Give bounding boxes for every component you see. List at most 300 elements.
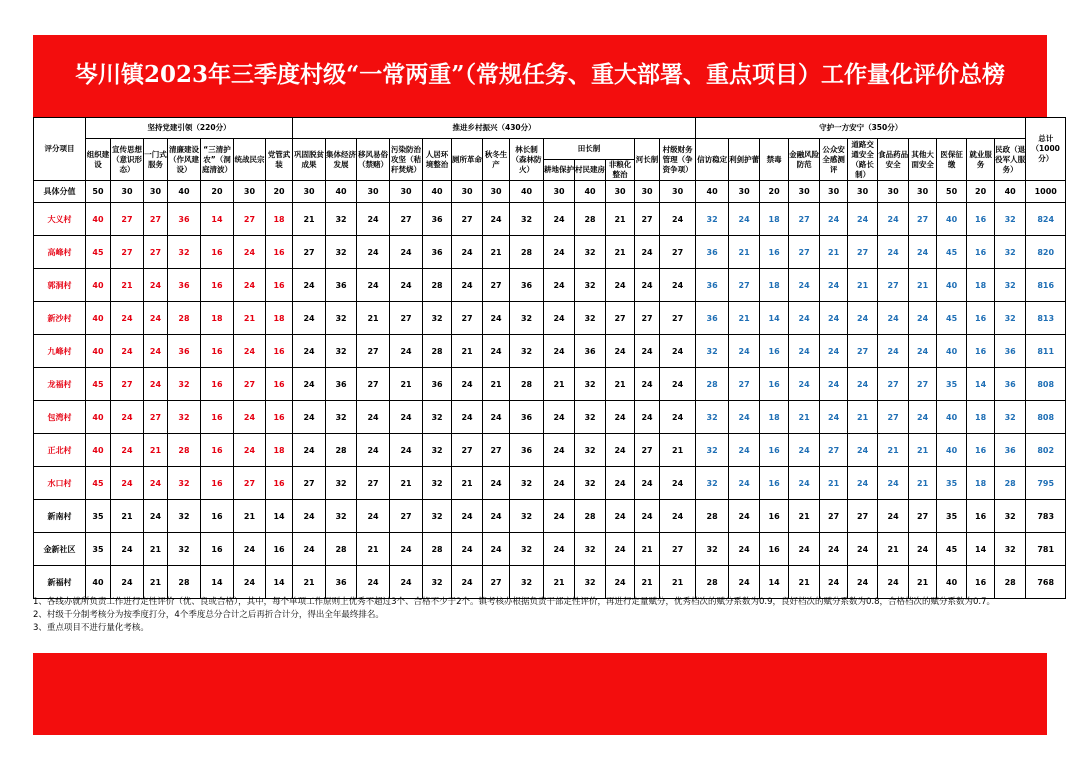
score-value: 30	[144, 181, 168, 203]
score-cell: 32	[510, 566, 544, 599]
score-cell: 16	[201, 467, 234, 500]
column-header: 非粮化整治	[606, 160, 635, 181]
score-cell: 24	[909, 533, 937, 566]
column-header: 污染防治攻坚（秸秆焚烧）	[390, 139, 423, 181]
score-cell: 24	[544, 302, 575, 335]
score-cell: 24	[789, 533, 820, 566]
eval-item-header: 评分项目	[34, 118, 86, 181]
score-cell: 21	[729, 302, 760, 335]
score-cell: 21	[144, 566, 168, 599]
score-cell: 35	[937, 500, 967, 533]
score-cell: 45	[86, 236, 111, 269]
score-value: 30	[544, 181, 575, 203]
score-cell: 27	[111, 236, 144, 269]
score-cell: 32	[575, 434, 606, 467]
table-row	[34, 434, 1066, 467]
column-header: 村级财务管理（争资争项）	[660, 139, 696, 181]
score-value: 40	[995, 181, 1026, 203]
score-cell: 27	[660, 533, 696, 566]
score-cell: 21	[544, 566, 575, 599]
score-cell: 27	[111, 368, 144, 401]
score-cell: 16	[760, 335, 789, 368]
column-header: “三清护农”（洞庭清波）	[201, 139, 234, 181]
score-cell: 24	[606, 533, 635, 566]
notes	[33, 596, 1047, 636]
column-header: 河长制	[635, 139, 660, 181]
score-value: 30	[878, 181, 909, 203]
score-cell: 27	[878, 269, 909, 302]
score-cell: 27	[660, 302, 696, 335]
score-cell: 27	[234, 467, 266, 500]
score-cell: 32	[423, 467, 452, 500]
score-cell: 18	[967, 269, 995, 302]
score-cell: 27	[820, 434, 848, 467]
score-cell: 24	[483, 335, 510, 368]
score-cell: 21	[820, 467, 848, 500]
score-cell: 24	[357, 269, 390, 302]
score-cell: 24	[452, 566, 483, 599]
score-cell: 18	[201, 302, 234, 335]
score-value: 50	[86, 181, 111, 203]
score-cell: 32	[696, 203, 729, 236]
table-row	[34, 302, 1066, 335]
score-cell: 24	[234, 434, 266, 467]
score-cell: 27	[452, 203, 483, 236]
score-cell: 24	[390, 236, 423, 269]
score-value: 1000	[1026, 181, 1066, 203]
score-cell: 24	[878, 467, 909, 500]
column-header: 信访稳定	[696, 139, 729, 181]
score-cell: 21	[848, 401, 878, 434]
column-header: 医保征缴	[937, 139, 967, 181]
score-cell: 35	[86, 500, 111, 533]
score-cell: 24	[789, 335, 820, 368]
score-cell: 24	[660, 335, 696, 368]
score-value: 40	[326, 181, 357, 203]
score-cell: 24	[452, 401, 483, 434]
score-cell: 28	[575, 500, 606, 533]
score-cell: 21	[909, 269, 937, 302]
score-cell: 27	[729, 269, 760, 302]
tianzhang-header: 田长制	[544, 139, 635, 160]
score-cell: 27	[635, 203, 660, 236]
score-cell: 21	[848, 269, 878, 302]
score-cell: 28	[423, 533, 452, 566]
score-cell: 24	[848, 203, 878, 236]
score-cell: 32	[168, 467, 201, 500]
score-value: 30	[390, 181, 423, 203]
column-header: 公众安全感测评	[820, 139, 848, 181]
score-cell: 24	[390, 533, 423, 566]
table-row	[34, 500, 1066, 533]
score-cell: 24	[452, 500, 483, 533]
score-cell: 24	[909, 302, 937, 335]
score-cell: 16	[266, 335, 293, 368]
score-cell: 24	[606, 269, 635, 302]
score-cell: 36	[168, 269, 201, 302]
score-cell: 820	[1026, 236, 1066, 269]
score-cell: 24	[544, 335, 575, 368]
score-cell: 27	[452, 302, 483, 335]
column-header: 村民建房	[575, 160, 606, 181]
score-cell: 28	[326, 533, 357, 566]
column-header: 其他大面安全	[909, 139, 937, 181]
score-cell: 27	[848, 335, 878, 368]
score-cell: 32	[326, 335, 357, 368]
score-cell: 27	[848, 500, 878, 533]
score-cell: 21	[660, 434, 696, 467]
score-value: 40	[510, 181, 544, 203]
score-cell: 35	[937, 368, 967, 401]
score-cell: 16	[201, 533, 234, 566]
score-cell: 24	[483, 302, 510, 335]
score-cell: 32	[575, 533, 606, 566]
score-cell: 32	[510, 335, 544, 368]
score-cell: 36	[510, 434, 544, 467]
score-cell: 27	[357, 467, 390, 500]
score-cell: 24	[848, 533, 878, 566]
score-cell: 40	[86, 302, 111, 335]
score-cell: 24	[111, 533, 144, 566]
score-cell: 24	[820, 335, 848, 368]
score-cell: 24	[357, 203, 390, 236]
score-value: 30	[820, 181, 848, 203]
score-cell: 32	[423, 434, 452, 467]
score-cell: 24	[293, 533, 326, 566]
score-cell: 24	[483, 533, 510, 566]
table-row	[34, 533, 1066, 566]
score-cell: 35	[937, 467, 967, 500]
score-cell: 27	[144, 236, 168, 269]
score-cell: 24	[606, 467, 635, 500]
score-cell: 21	[544, 368, 575, 401]
note-1: 1、各线办就所负责工作进行定性评价（优、良或合格），其中，每个单项工作原则上优秀不超过3个、合格不少于2个。镇考核办根据负责干部定性评价，再进行定量赋分，优秀档次的赋分系数为0.9，良好档次的赋分系数为0.8，合格档次的赋分系数为0.7。	[33, 597, 996, 607]
score-cell: 28	[575, 203, 606, 236]
column-header: 利剑护蕾	[729, 139, 760, 181]
score-cell: 36	[510, 269, 544, 302]
score-cell: 18	[266, 302, 293, 335]
score-cell: 24	[635, 368, 660, 401]
score-cell: 45	[937, 533, 967, 566]
score-cell: 32	[575, 236, 606, 269]
group-header-safety: 守护一方安宁（350分）	[696, 118, 1026, 139]
score-value: 30	[909, 181, 937, 203]
score-cell: 24	[144, 302, 168, 335]
column-header: 道路交通安全（路长制）	[848, 139, 878, 181]
score-cell: 24	[878, 236, 909, 269]
score-cell: 21	[452, 467, 483, 500]
table-row	[34, 368, 1066, 401]
score-cell: 24	[144, 335, 168, 368]
score-cell: 24	[729, 434, 760, 467]
score-value: 30	[111, 181, 144, 203]
score-cell: 24	[660, 467, 696, 500]
note-2: 2、村级千分制考核分为按季度打分，4个季度总分合计之后再折合计分，得出全年最终排名。	[33, 610, 384, 621]
note-3: 3、重点项目不进行量化考核。	[33, 623, 149, 634]
score-cell: 21	[111, 269, 144, 302]
score-cell: 24	[729, 467, 760, 500]
score-cell: 45	[86, 368, 111, 401]
score-cell: 36	[423, 368, 452, 401]
column-header: 食品药品安全	[878, 139, 909, 181]
score-cell: 40	[86, 434, 111, 467]
score-cell: 21	[878, 533, 909, 566]
score-cell: 24	[878, 302, 909, 335]
score-cell: 18	[760, 269, 789, 302]
score-cell: 24	[606, 566, 635, 599]
score-cell: 28	[696, 368, 729, 401]
score-cell: 36	[423, 203, 452, 236]
score-cell: 27	[789, 236, 820, 269]
score-cell: 24	[452, 236, 483, 269]
score-cell: 24	[635, 467, 660, 500]
score-cell: 21	[234, 302, 266, 335]
score-cell: 28	[696, 566, 729, 599]
score-cell: 24	[144, 368, 168, 401]
score-cell: 27	[848, 236, 878, 269]
score-cell: 16	[760, 500, 789, 533]
score-cell: 21	[909, 434, 937, 467]
score-cell: 24	[390, 566, 423, 599]
score-table	[33, 117, 1066, 599]
score-cell: 24	[234, 269, 266, 302]
column-header: 林长制（森林防火）	[510, 139, 544, 181]
score-cell: 24	[357, 500, 390, 533]
score-cell: 32	[168, 236, 201, 269]
column-header: 就业服务	[967, 139, 995, 181]
score-cell: 27	[234, 203, 266, 236]
table-row	[34, 467, 1066, 500]
score-cell: 24	[789, 434, 820, 467]
score-cell: 40	[937, 401, 967, 434]
score-cell: 36	[326, 368, 357, 401]
score-value: 30	[635, 181, 660, 203]
score-cell: 18	[967, 401, 995, 434]
score-cell: 824	[1026, 203, 1066, 236]
village-name: 郭洞村	[34, 269, 86, 302]
score-cell: 14	[760, 302, 789, 335]
score-cell: 24	[544, 467, 575, 500]
score-cell: 28	[995, 566, 1026, 599]
score-cell: 36	[326, 269, 357, 302]
score-cell: 24	[234, 335, 266, 368]
score-cell: 21	[909, 566, 937, 599]
score-cell: 32	[168, 533, 201, 566]
score-cell: 32	[510, 500, 544, 533]
score-cell: 32	[575, 467, 606, 500]
score-value: 40	[168, 181, 201, 203]
score-cell: 24	[820, 302, 848, 335]
score-cell: 24	[820, 533, 848, 566]
score-cell: 24	[909, 236, 937, 269]
score-cell: 21	[789, 500, 820, 533]
score-cell: 795	[1026, 467, 1066, 500]
column-header: 组织建设	[86, 139, 111, 181]
score-cell: 21	[606, 203, 635, 236]
score-cell: 36	[168, 335, 201, 368]
score-value: 30	[606, 181, 635, 203]
score-cell: 21	[878, 434, 909, 467]
score-cell: 32	[696, 401, 729, 434]
village-name: 新福村	[34, 566, 86, 599]
score-value: 20	[266, 181, 293, 203]
score-cell: 27	[483, 566, 510, 599]
score-cell: 27	[357, 368, 390, 401]
score-cell: 24	[111, 335, 144, 368]
total-header: 总计（1000分）	[1026, 118, 1066, 181]
score-cell: 24	[293, 401, 326, 434]
score-cell: 21	[909, 467, 937, 500]
column-header: 清廉建设（作风建设）	[168, 139, 201, 181]
score-cell: 24	[144, 500, 168, 533]
score-cell: 21	[606, 236, 635, 269]
score-cell: 24	[544, 269, 575, 302]
score-cell: 32	[423, 500, 452, 533]
score-cell: 24	[729, 401, 760, 434]
table-row	[34, 566, 1066, 599]
score-value: 40	[423, 181, 452, 203]
score-cell: 40	[937, 269, 967, 302]
score-cell: 21	[635, 533, 660, 566]
score-cell: 27	[878, 401, 909, 434]
score-cell: 24	[293, 302, 326, 335]
score-cell: 24	[390, 401, 423, 434]
score-cell: 36	[995, 434, 1026, 467]
footer-banner	[33, 653, 1047, 735]
score-cell: 16	[760, 368, 789, 401]
score-cell: 24	[729, 203, 760, 236]
score-cell: 768	[1026, 566, 1066, 599]
score-cell: 24	[660, 203, 696, 236]
village-name: 正北村	[34, 434, 86, 467]
score-cell: 24	[483, 203, 510, 236]
score-cell: 36	[696, 236, 729, 269]
score-cell: 24	[729, 500, 760, 533]
score-cell: 27	[144, 401, 168, 434]
score-cell: 24	[789, 368, 820, 401]
score-value: 40	[575, 181, 606, 203]
score-cell: 24	[483, 467, 510, 500]
score-cell: 40	[86, 269, 111, 302]
score-cell: 24	[293, 500, 326, 533]
score-cell: 24	[878, 566, 909, 599]
village-name: 龙福村	[34, 368, 86, 401]
village-name: 新沙村	[34, 302, 86, 335]
score-cell: 40	[86, 401, 111, 434]
score-cell: 16	[266, 236, 293, 269]
score-cell: 24	[293, 368, 326, 401]
score-cell: 21	[144, 434, 168, 467]
score-cell: 24	[606, 434, 635, 467]
score-cell: 28	[510, 368, 544, 401]
score-cell: 24	[452, 533, 483, 566]
score-cell: 781	[1026, 533, 1066, 566]
score-cell: 16	[201, 368, 234, 401]
column-header: 集体经济发展	[326, 139, 357, 181]
score-cell: 32	[326, 401, 357, 434]
score-cell: 21	[390, 368, 423, 401]
score-value: 30	[660, 181, 696, 203]
score-cell: 24	[635, 335, 660, 368]
score-cell: 16	[760, 236, 789, 269]
score-cell: 14	[201, 203, 234, 236]
score-cell: 32	[510, 203, 544, 236]
score-cell: 14	[201, 566, 234, 599]
score-cell: 32	[423, 566, 452, 599]
score-cell: 16	[967, 236, 995, 269]
score-cell: 21	[357, 302, 390, 335]
score-cell: 24	[483, 401, 510, 434]
score-cell: 813	[1026, 302, 1066, 335]
score-cell: 24	[848, 566, 878, 599]
score-cell: 24	[820, 269, 848, 302]
score-cell: 16	[201, 335, 234, 368]
score-cell: 24	[357, 401, 390, 434]
score-cell: 28	[326, 434, 357, 467]
score-cell: 16	[201, 434, 234, 467]
score-cell: 24	[544, 434, 575, 467]
score-cell: 18	[967, 467, 995, 500]
score-cell: 32	[995, 236, 1026, 269]
score-cell: 27	[660, 236, 696, 269]
score-cell: 16	[967, 500, 995, 533]
score-cell: 21	[483, 236, 510, 269]
score-cell: 27	[111, 203, 144, 236]
score-cell: 16	[967, 434, 995, 467]
score-cell: 24	[848, 434, 878, 467]
score-cell: 24	[820, 401, 848, 434]
score-cell: 32	[696, 335, 729, 368]
score-cell: 808	[1026, 401, 1066, 434]
score-value: 30	[789, 181, 820, 203]
score-cell: 27	[909, 368, 937, 401]
score-cell: 35	[86, 533, 111, 566]
score-cell: 27	[909, 203, 937, 236]
score-cell: 24	[111, 566, 144, 599]
score-cell: 16	[967, 203, 995, 236]
village-name: 金新社区	[34, 533, 86, 566]
score-cell: 808	[1026, 368, 1066, 401]
score-cell: 16	[266, 368, 293, 401]
score-cell: 16	[967, 335, 995, 368]
score-cell: 24	[729, 566, 760, 599]
score-cell: 21	[789, 566, 820, 599]
score-cell: 24	[660, 500, 696, 533]
score-cell: 24	[789, 467, 820, 500]
score-cell: 36	[696, 302, 729, 335]
score-cell: 27	[483, 434, 510, 467]
score-cell: 21	[144, 533, 168, 566]
score-cell: 27	[390, 203, 423, 236]
score-cell: 21	[606, 368, 635, 401]
score-cell: 24	[635, 500, 660, 533]
score-cell: 16	[760, 434, 789, 467]
score-cell: 16	[266, 533, 293, 566]
score-cell: 40	[86, 566, 111, 599]
score-cell: 24	[820, 203, 848, 236]
score-cell: 32	[995, 500, 1026, 533]
score-cell: 16	[266, 401, 293, 434]
score-cell: 783	[1026, 500, 1066, 533]
score-cell: 24	[544, 203, 575, 236]
score-cell: 36	[326, 566, 357, 599]
score-cell: 27	[452, 434, 483, 467]
page-title: 岑川镇2023年三季度村级“一常两重”（常规任务、重大部署、重点项目）工作量化评价总榜	[75, 61, 1005, 88]
score-cell: 27	[234, 368, 266, 401]
score-cell: 24	[144, 467, 168, 500]
score-cell: 45	[86, 467, 111, 500]
score-cell: 28	[168, 566, 201, 599]
